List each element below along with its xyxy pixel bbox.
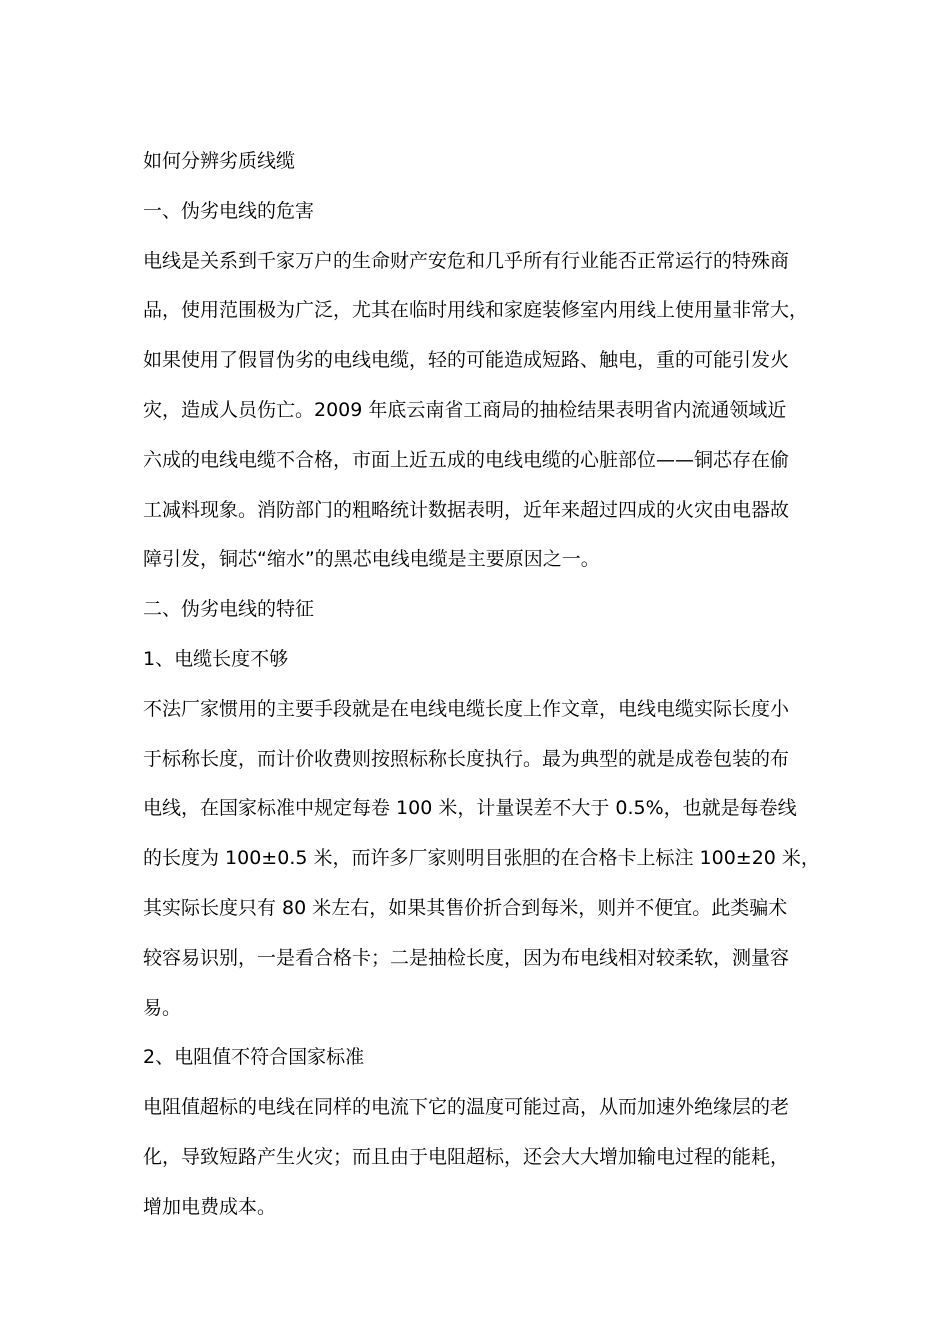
paragraph-line: 灾，造成人员伤亡。2009 年底云南省工商局的抽检结果表明省内流通领域近 — [143, 398, 787, 421]
section-heading-features: 二、伪劣电线的特征 — [143, 598, 315, 621]
paragraph-line: 的长度为 100±0.5 米，而许多厂家则明目张胆的在合格卡上标注 100±20 米， — [143, 847, 820, 870]
paragraph-line: 电线是关系到千家万户的生命财产安危和几乎所有行业能否正常运行的特殊商 — [143, 249, 790, 272]
paragraph-line: 工减料现象。消防部门的粗略统计数据表明，近年来超过四成的火灾由电器故 — [143, 498, 790, 521]
subheading-resistance: 2、电阻值不符合国家标准 — [143, 1046, 365, 1069]
paragraph-line: 障引发，铜芯“缩水”的黑芯电线电缆是主要原因之一。 — [143, 548, 600, 571]
paragraph-line: 品，使用范围极为广泛，尤其在临时用线和家庭装修室内用线上使用量非常大， — [143, 299, 809, 322]
paragraph-line: 化，导致短路产生火灾；而且由于电阻超标，还会大大增加输电过程的能耗， — [143, 1145, 790, 1168]
subheading-length: 1、电缆长度不够 — [143, 647, 289, 670]
paragraph-line: 易。 — [143, 996, 182, 1019]
paragraph-line: 其实际长度只有 80 米左右，如果其售价折合到每米，则并不便宜。此类骗术 — [143, 896, 788, 919]
section-heading-hazards: 一、伪劣电线的危害 — [143, 199, 315, 222]
paragraph-line: 电线，在国家标准中规定每卷 100 米，计量误差不大于 0.5%，也就是每卷线 — [143, 797, 797, 820]
paragraph-line: 六成的电线电缆不合格，市面上近五成的电线电缆的心脏部位——铜芯存在偷 — [143, 448, 790, 471]
paragraph-line: 于标称长度，而计价收费则按照标称长度执行。最为典型的就是成卷包装的布 — [143, 747, 790, 770]
paragraph-line: 较容易识别，一是看合格卡；二是抽检长度，因为布电线相对较柔软，测量容 — [143, 946, 790, 969]
document-title: 如何分辨劣质线缆 — [143, 150, 296, 172]
document-page — [143, 137, 820, 1233]
paragraph-line: 增加电费成本。 — [143, 1195, 277, 1218]
paragraph-line: 不法厂家惯用的主要手段就是在电线电缆长度上作文章，电线电缆实际长度小 — [143, 697, 790, 720]
paragraph-line: 电阻值超标的电线在同样的电流下它的温度可能过高，从而加速外绝缘层的老 — [143, 1096, 790, 1119]
paragraph-line: 如果使用了假冒伪劣的电线电缆，轻的可能造成短路、触电，重的可能引发火 — [143, 349, 790, 372]
